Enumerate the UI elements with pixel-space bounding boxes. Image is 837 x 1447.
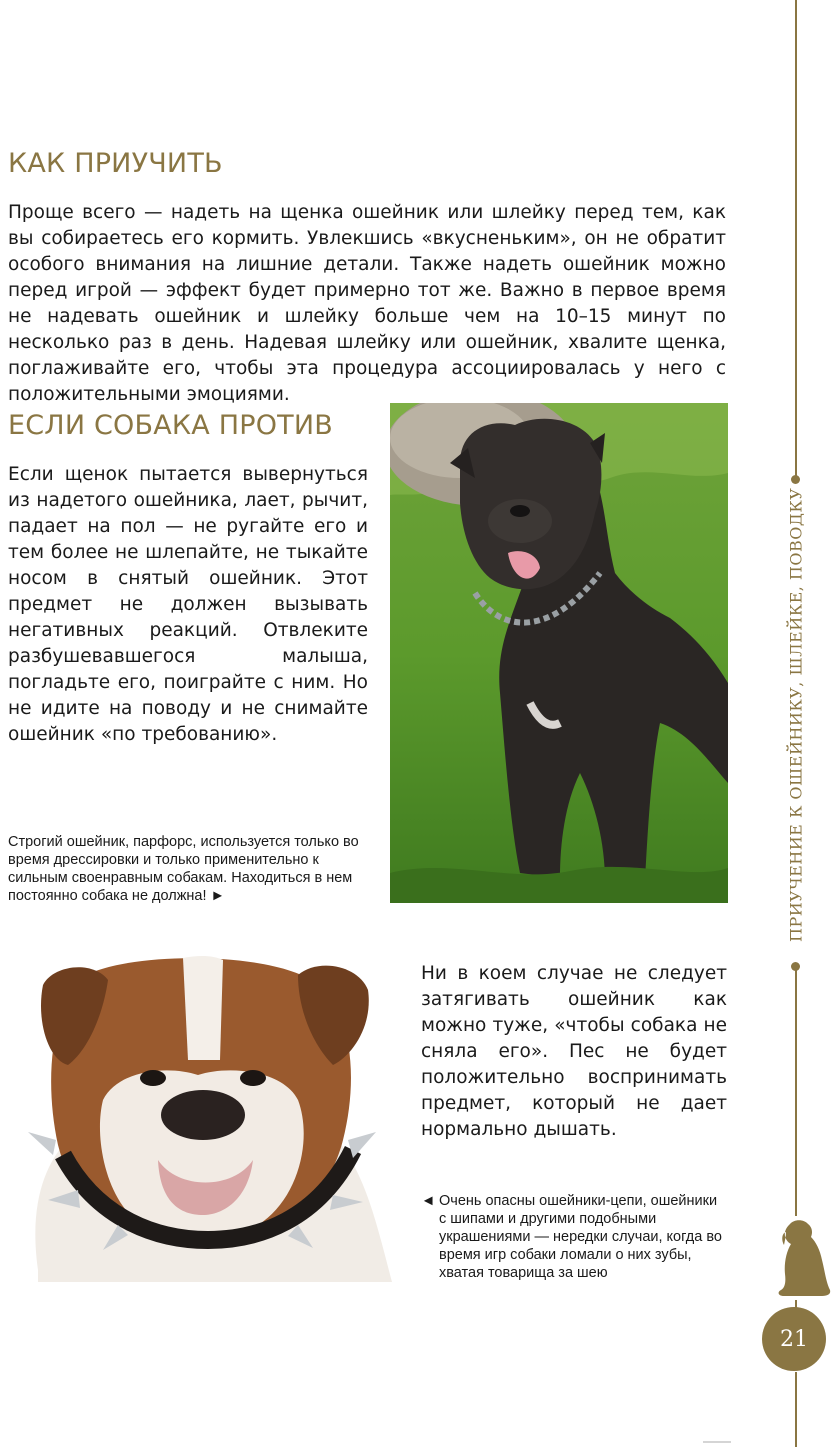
sidebar-dot-top <box>791 475 800 484</box>
arrow-right-icon: ► <box>210 888 225 904</box>
scan-mark <box>703 1441 731 1443</box>
sitting-dog-icon <box>772 1218 832 1298</box>
caption-dangerous-collars-text: Очень опасны ошейники-цепи, ошейники с шипами и другими подобными украшениями — нередки случаи, когда во время игр собаки ломали о них зубы, хватая товарища за шею <box>439 1193 722 1281</box>
photo-bulldog-graphic <box>8 940 392 1282</box>
page-number: 21 <box>762 1307 826 1371</box>
sidebar-line-middle <box>795 968 797 1216</box>
sidebar-chapter-title: ПРИУЧЕНИЕ К ОШЕЙНИКУ, ШЛЕЙКЕ, ПОВОДКУ <box>786 487 806 942</box>
paragraph-if-dog-resists: Если щенок пытается вывернуться из надетого ошейника, лает, рычит, падает на пол — не ругайте его и тем более не шлепайте, не тыкайте носом в снятый ошейник. Этот предмет не должен вызывать негативных реакций. Отвлеките разбушевавшегося малыша, погладьте его, поиграйте с ним. Но не идите на поводу и не снимайте ошейник «по требованию». <box>8 464 368 745</box>
heading-if-dog-resists: ЕСЛИ СОБАКА ПРОТИВ <box>8 410 333 441</box>
caption-prong-collar-text: Строгий ошейник, парфорс, используется только во время дрессировки и только применительно к сильным своенравным собакам. Находиться в нем постоянно собака не должна! <box>8 834 359 904</box>
caption-dangerous-collars <box>421 1192 727 1282</box>
photo-bulldog-spiked-collar <box>8 940 392 1282</box>
paragraph-how-to-train: Проще всего — надеть на щенка ошейник или шлейку перед тем, как вы собираетесь его кормить. Увлекшись «вкусненьким», он не обратит особого внимания на лишние детали. Также надеть ошейник можно перед игрой — эффект будет примерно тот же. Важно в первое время не надевать ошейник и шлейку больше чем на 10–15 минут по несколько раз в день. Надевая шлейку или ошейник, хвалите щенка, поглаживайте его, чтобы эта процедура ассоциировалась у него с положительными эмоциями. <box>8 202 726 405</box>
heading-how-to-train: КАК ПРИУЧИТЬ <box>8 148 223 179</box>
caption-prong-collar <box>8 833 370 905</box>
sidebar-line-top <box>795 0 797 476</box>
paragraph-dont-tighten: Ни в коем случае не следует затягивать ошейник как можно туже, «чтобы собака не сняла его». Пес не будет положительно воспринимать предмет, который не дает нормально дышать. <box>421 963 727 1140</box>
photo-cane-corso-prong-collar <box>390 403 728 903</box>
sidebar-line-bottom <box>795 1372 797 1447</box>
arrow-left-icon: ◄ <box>421 1193 436 1209</box>
photo-cane-corso-graphic <box>390 403 728 903</box>
